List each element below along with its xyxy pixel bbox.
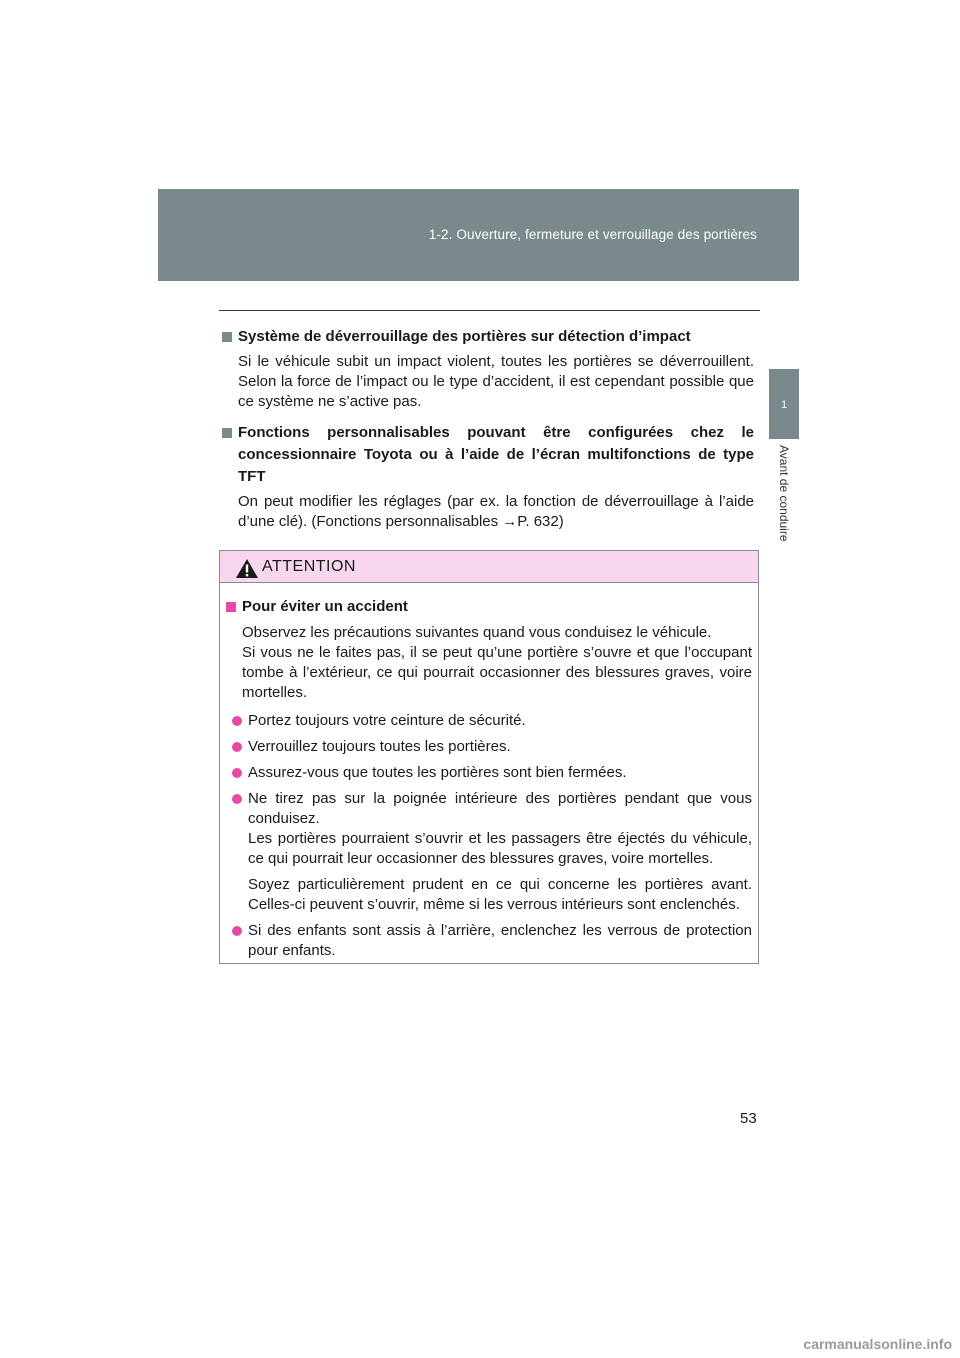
attention-intro: Observez les précautions suivantes quand vous conduisez le véhicule. Si vous ne le faites pas, il se peut qu’une portière s’ouvre et que l’occupant tombe à l’extérieur, ce qui pourrait occasionner des blessures graves, voire mortelles. — [242, 624, 752, 701]
page-number: 53 — [740, 1110, 757, 1127]
section-header-band — [158, 189, 799, 281]
pink-dot-icon — [232, 742, 242, 752]
section-body: On peut modifier les réglages (par ex. la fonction de déverrouillage à l’aide d’une clé). (Fonctions personnalisables →P. 632) — [238, 493, 754, 530]
pink-dot-icon — [232, 926, 242, 936]
chapter-tab — [769, 369, 799, 439]
list-item: Verrouillez toujours toutes les portières. — [226, 737, 752, 757]
top-divider — [219, 310, 760, 311]
attention-content — [220, 583, 758, 961]
list-item: Ne tirez pas sur la poignée intérieure des portières pendant que vous conduisez. Les portières pourraient s’ouvrir et les passagers être éjectés du véhicule, ce qui pourrait leur occasionner des blessures graves, voire mortelles. Soyez particulièrement prudent en ce qui concerne les portières avant. Celles-ci peuvent s’ouvrir, même si les verrous intérieurs sont enclenchés. — [226, 789, 752, 915]
chapter-label: Avant de conduire — [777, 445, 791, 542]
section-heading: Système de déverrouillage des portières sur détection d’impact — [222, 326, 754, 348]
section-title: 1-2. Ouverture, fermeture et verrouillage des portières — [428, 227, 757, 242]
square-bullet-icon — [222, 428, 232, 438]
attention-bullet-list — [226, 711, 752, 961]
square-bullet-icon — [226, 602, 236, 612]
attention-box — [219, 550, 759, 964]
attention-heading: Pour éviter un accident — [226, 597, 752, 617]
pink-dot-icon — [232, 768, 242, 778]
pink-dot-icon — [232, 716, 242, 726]
section-heading: Fonctions personnalisables pouvant être configurées chez le concessionnaire Toyota ou à l’aide de l’écran multifonctions de type TFT — [222, 422, 754, 488]
section-body: Si le véhicule subit un impact violent, toutes les portières se déverrouillent. Selon la force de l’impact ou le type d’accident, il est cependant possible que ce système ne s’active pas. — [238, 353, 754, 410]
section-custom-functions — [222, 422, 754, 532]
list-item: Si des enfants sont assis à l’arrière, enclenchez les verrous de protection pour enfants. — [226, 921, 752, 961]
list-item: Assurez-vous que toutes les portières sont bien fermées. — [226, 763, 752, 783]
square-bullet-icon — [222, 332, 232, 342]
warning-triangle-icon — [235, 558, 259, 579]
pink-dot-icon — [232, 794, 242, 804]
chapter-label-container — [770, 445, 798, 565]
section-impact-unlock — [222, 326, 754, 412]
list-item: Portez toujours votre ceinture de sécurité. — [226, 711, 752, 731]
attention-title: ATTENTION — [262, 558, 356, 575]
chapter-number: 1 — [780, 399, 788, 411]
main-content — [222, 326, 754, 542]
watermark: carmanualsonline.info — [803, 1336, 952, 1352]
attention-header — [220, 551, 758, 583]
